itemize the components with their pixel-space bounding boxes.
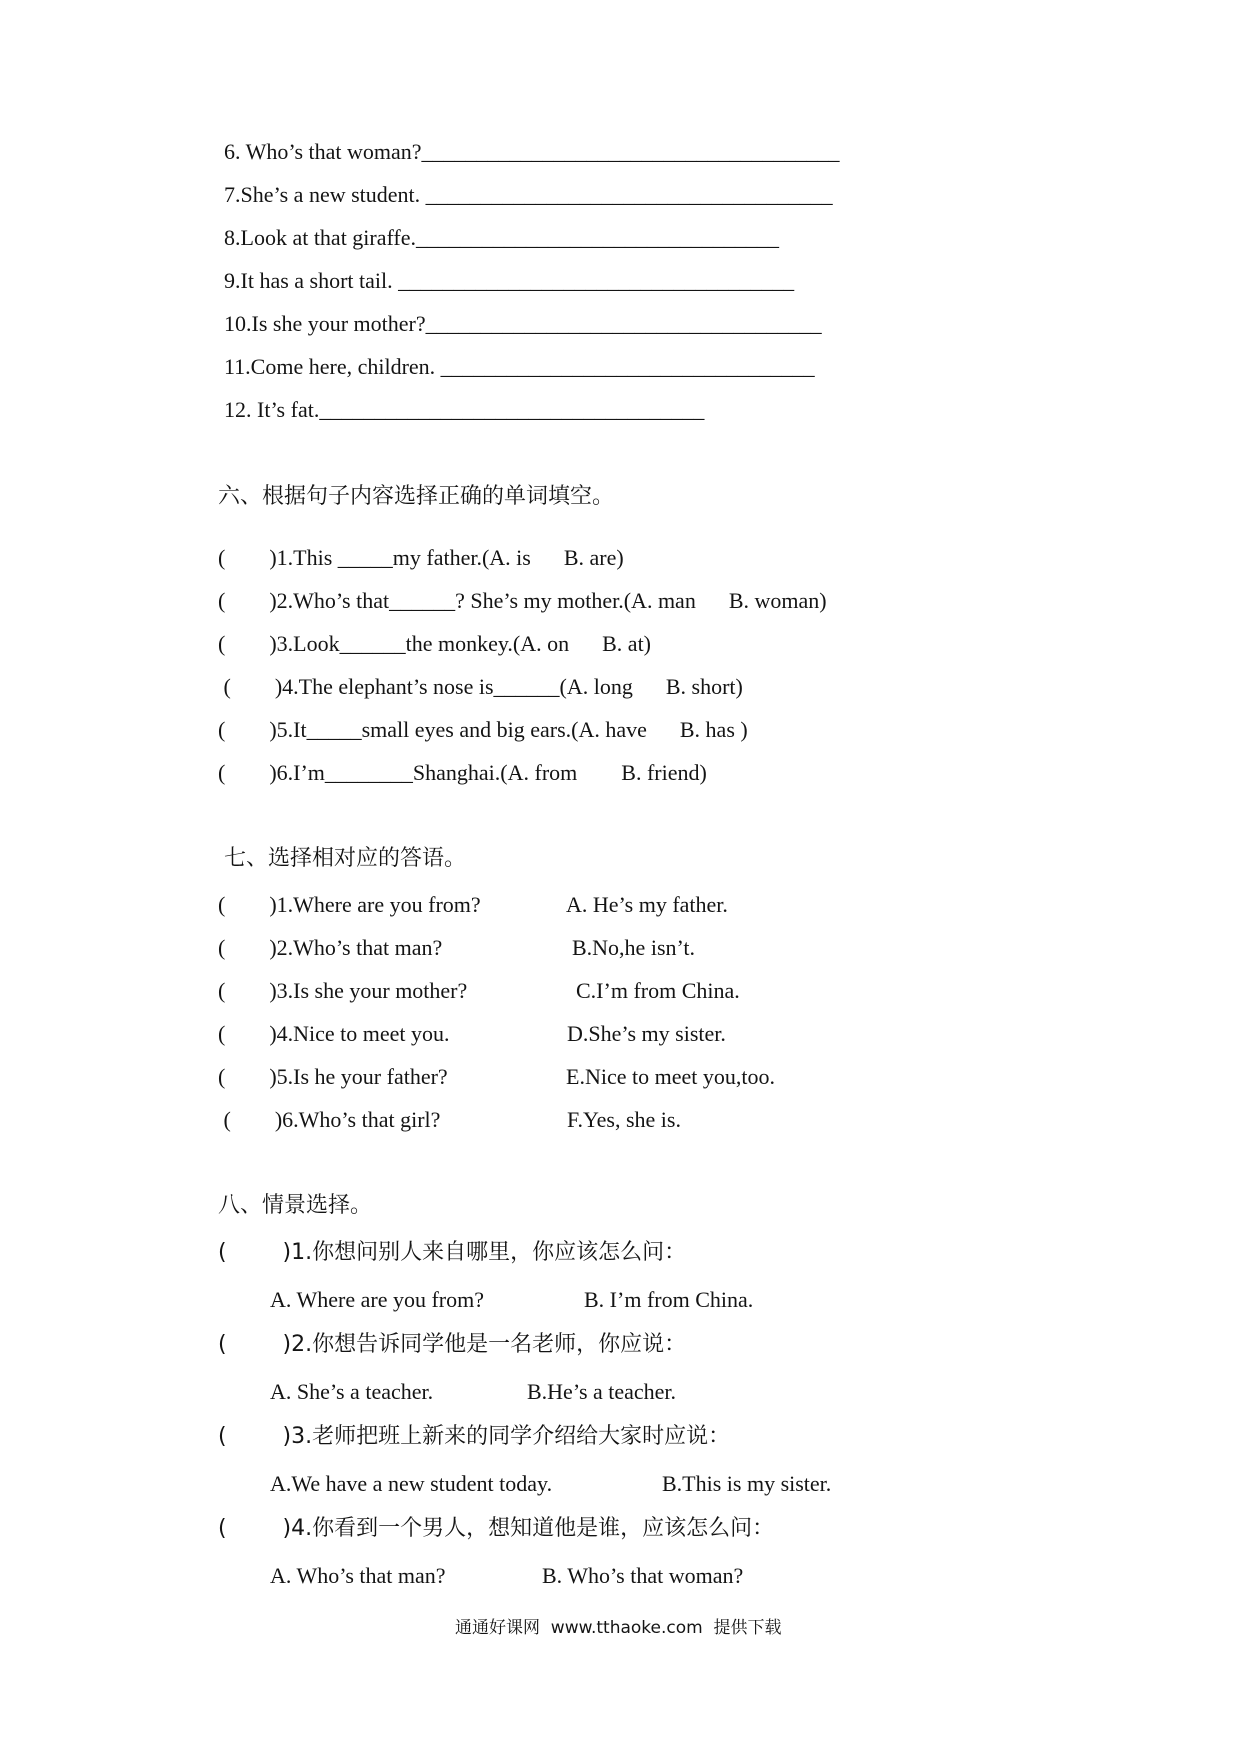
- question-item: ( )2.Who’s that man?: [218, 935, 443, 960]
- answer-option: E.Nice to meet you,too.: [566, 1064, 775, 1089]
- question-item: ( )1.This _____my father.(A. is B. are): [218, 545, 624, 570]
- translation-item: 12. It’s fat.___________________________________: [224, 397, 705, 422]
- answer-option: B.No,he isn’t.: [572, 935, 696, 960]
- question-item: ( )4.Nice to meet you.: [218, 1021, 450, 1046]
- option-a: A.We have a new student today.: [270, 1471, 553, 1496]
- option-b: B.This is my sister.: [662, 1471, 832, 1496]
- answer-option: D.She’s my sister.: [567, 1021, 726, 1046]
- question-item: ( )6.I’m________Shanghai.(A. from B. friend): [218, 760, 707, 785]
- option-b: B. Who’s that woman?: [542, 1563, 744, 1588]
- question-item: ( )3.老师把班上新来的同学介绍给大家时应说：: [218, 1424, 731, 1449]
- translation-item: 6. Who’s that woman?______________________________________: [224, 139, 840, 164]
- option-b: B. I’m from China.: [584, 1287, 754, 1312]
- translation-item: 9.It has a short tail. ____________________________________: [224, 268, 795, 293]
- footer-text: 通通好课网 www.tthaoke.com 提供下载: [455, 1618, 782, 1638]
- section-heading: 六、根据句子内容选择正确的单词填空。: [218, 484, 615, 509]
- option-a: A. She’s a teacher.: [270, 1379, 434, 1404]
- question-item: ( )4.The elephant’s nose is______(A. long B. short): [218, 674, 743, 699]
- question-item: ( )4.你看到一个男人，想知道他是谁，应该怎么问：: [218, 1516, 775, 1541]
- section-heading: 七、选择相对应的答语。: [224, 846, 467, 871]
- question-item: ( )1.你想问别人来自哪里，你应该怎么问：: [218, 1240, 687, 1265]
- answer-option: A. He’s my father.: [566, 892, 728, 917]
- question-item: ( )2.Who’s that______? She’s my mother.(A. man B. woman): [218, 588, 827, 613]
- question-item: ( )3.Is she your mother?: [218, 978, 468, 1003]
- answer-option: C.I’m from China.: [576, 978, 740, 1003]
- option-a: A. Where are you from?: [270, 1287, 484, 1312]
- question-item: ( )5.Is he your father?: [218, 1064, 448, 1089]
- translation-item: 7.She’s a new student. _____________________________________: [224, 182, 833, 207]
- option-a: A. Who’s that man?: [270, 1563, 446, 1588]
- question-item: ( )1.Where are you from?: [218, 892, 481, 917]
- option-b: B.He’s a teacher.: [527, 1379, 677, 1404]
- answer-option: F.Yes, she is.: [567, 1107, 681, 1132]
- question-item: ( )2.你想告诉同学他是一名老师，你应说：: [218, 1332, 687, 1357]
- translation-item: 10.Is she your mother?____________________________________: [224, 311, 822, 336]
- section-heading: 八、情景选择。: [218, 1193, 373, 1218]
- question-item: ( )5.It_____small eyes and big ears.(A. have B. has ): [218, 717, 748, 742]
- translation-item: 8.Look at that giraffe._________________________________: [224, 225, 780, 250]
- translation-item: 11.Come here, children. __________________________________: [224, 354, 815, 379]
- question-item: ( )3.Look______the monkey.(A. on B. at): [218, 631, 652, 656]
- question-item: ( )6.Who’s that girl?: [218, 1107, 441, 1132]
